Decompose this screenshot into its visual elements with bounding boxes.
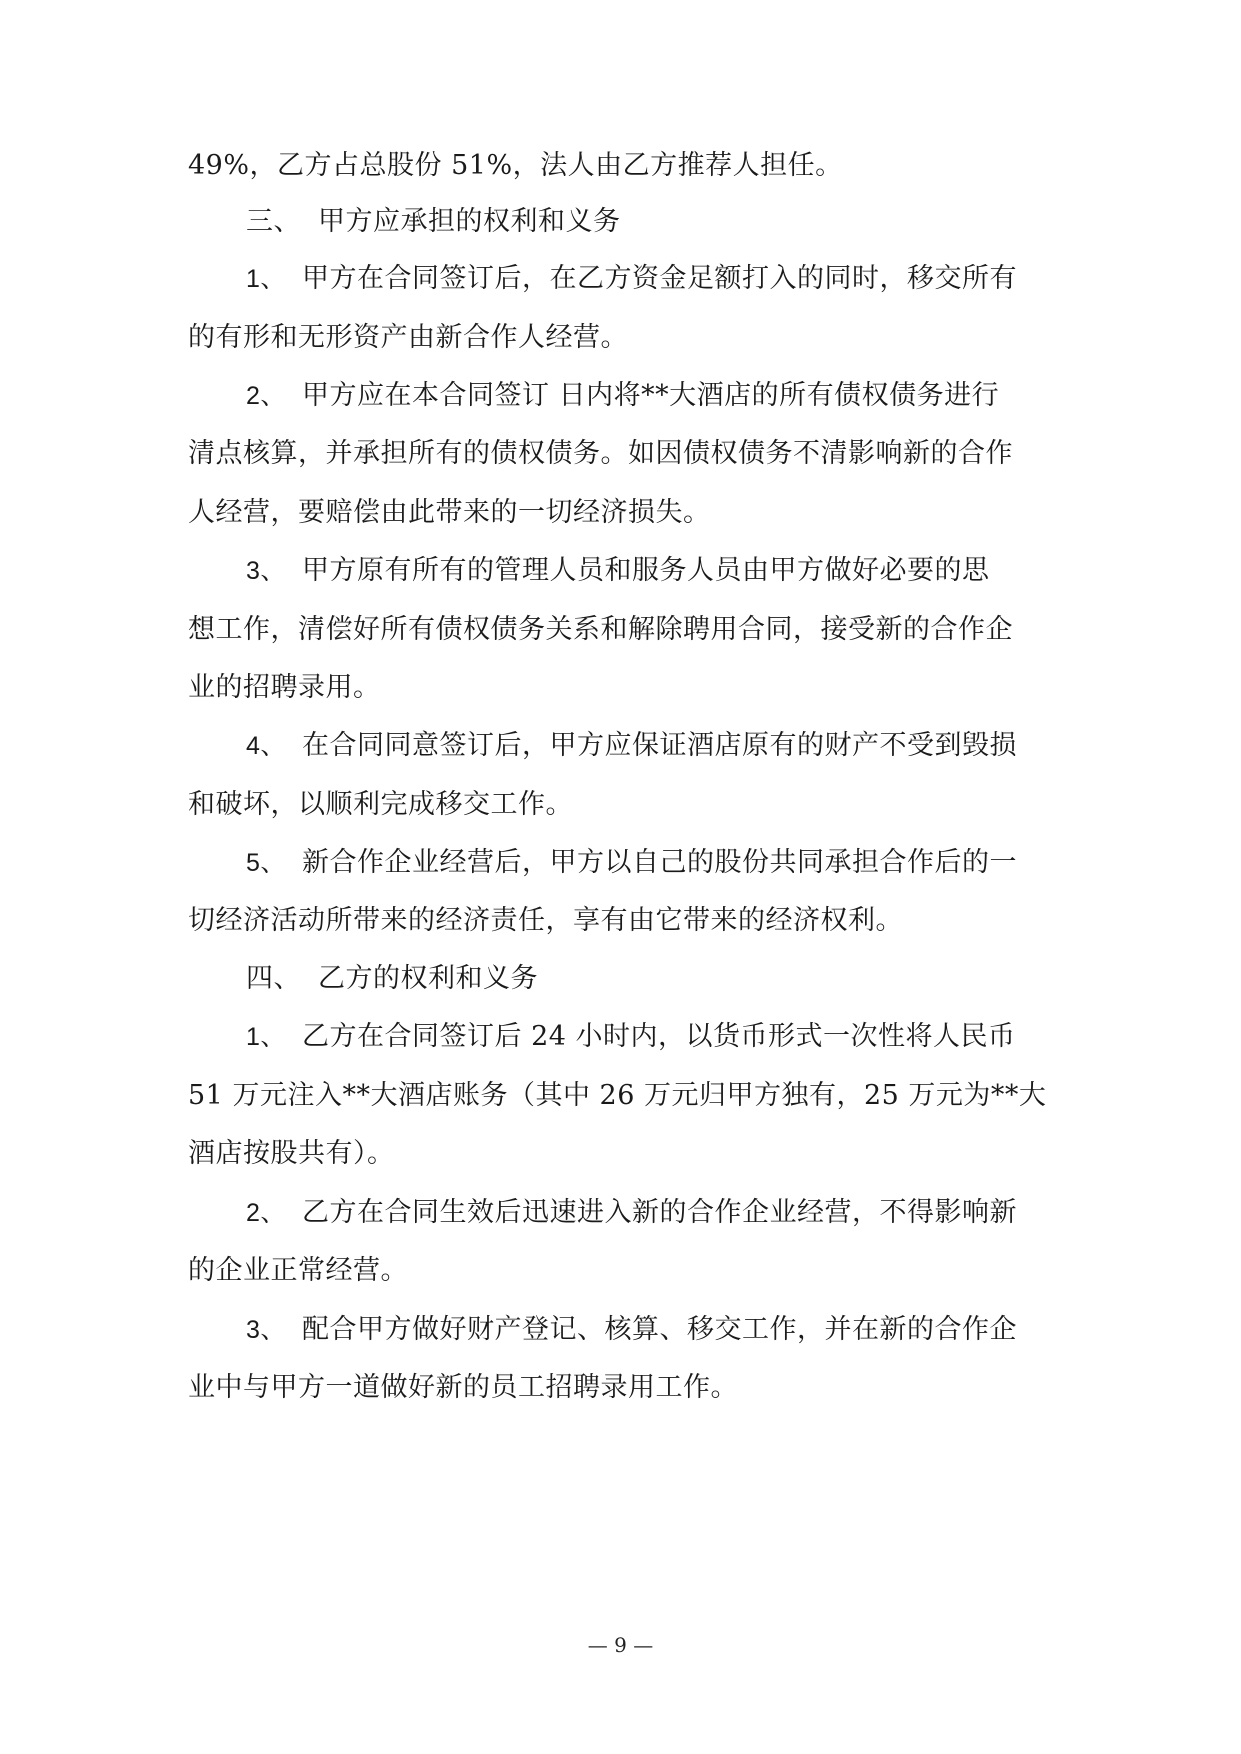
section-title: 甲方应承担的权利和义务 <box>318 206 621 237</box>
section-number: 三、 <box>246 206 301 237</box>
line-text: 切经济活动所带来的经济责任，享有由它带来的经济权利。 <box>188 905 903 936</box>
clause-line <box>246 376 1058 416</box>
clause-line <box>246 726 1058 766</box>
clause-line <box>246 259 1058 299</box>
paragraph-line <box>188 1251 1058 1291</box>
section-heading <box>246 202 1058 242</box>
line-text: 和破坏，以顺利完成移交工作。 <box>188 789 573 820</box>
line-text: 新合作企业经营后，甲方以自己的股份共同承担合作后的一 <box>302 847 1017 878</box>
line-text: 乙方在合同签订后 24 小时内，以货币形式一次性将人民币 <box>302 1021 1016 1052</box>
line-text: 酒店按股共有）。 <box>188 1138 395 1169</box>
paragraph-line <box>188 610 1058 650</box>
paragraph-line <box>188 1076 1058 1116</box>
section-title: 乙方的权利和义务 <box>318 963 538 994</box>
paragraph-line <box>188 785 1058 825</box>
clause-line <box>246 1310 1058 1350</box>
paragraph-line <box>188 1134 1058 1174</box>
line-text: 乙方在合同生效后迅速进入新的合作企业经营，不得影响新 <box>302 1197 1017 1228</box>
clause-line <box>246 843 1058 883</box>
clause-line <box>246 551 1058 591</box>
line-text: 业中与甲方一道做好新的员工招聘录用工作。 <box>188 1372 738 1403</box>
clause-number: 4、 <box>246 732 286 760</box>
clause-number: 3、 <box>246 1316 286 1344</box>
line-text: 的有形和无形资产由新合作人经营。 <box>188 322 628 353</box>
line-text: 甲方在合同签订后，在乙方资金足额打入的同时，移交所有 <box>302 263 1017 294</box>
line-text: 想工作，清偿好所有债权债务关系和解除聘用合同，接受新的合作企 <box>188 614 1013 645</box>
section-heading <box>246 959 1058 999</box>
line-text: 甲方应在本合同签订 日内将**大酒店的所有债权债务进行 <box>302 380 1000 411</box>
clause-line <box>246 1017 1058 1057</box>
paragraph-line <box>188 493 1058 533</box>
clause-number: 1、 <box>246 265 286 293</box>
line-text: 清点核算，并承担所有的债权债务。如因债权债务不清影响新的合作 <box>188 438 1013 469</box>
clause-number: 2、 <box>246 1199 286 1227</box>
section-number: 四、 <box>246 963 301 994</box>
clause-line <box>246 1193 1058 1233</box>
page-number: — 9 — <box>587 1633 654 1657</box>
clause-number: 3、 <box>246 557 286 585</box>
paragraph-line <box>188 146 1058 186</box>
line-text: 业的招聘录用。 <box>188 672 381 703</box>
line-text: 的企业正常经营。 <box>188 1255 408 1286</box>
paragraph-line <box>188 434 1058 474</box>
paragraph-line <box>188 1368 1058 1408</box>
clause-number: 5、 <box>246 849 286 877</box>
clause-number: 2、 <box>246 382 286 410</box>
line-text: 甲方原有所有的管理人员和服务人员由甲方做好必要的思 <box>302 555 990 586</box>
line-text: 51 万元注入**大酒店账务（其中 26 万元归甲方独有，25 万元为**大 <box>188 1080 1047 1111</box>
line-text: 49%，乙方占总股份 51%，法人由乙方推荐人担任。 <box>188 150 843 181</box>
line-text: 人经营，要赔偿由此带来的一切经济损失。 <box>188 497 711 528</box>
line-text: 在合同同意签订后，甲方应保证酒店原有的财产不受到毁损 <box>302 730 1017 761</box>
paragraph-line <box>188 318 1058 358</box>
paragraph-line <box>188 901 1058 941</box>
paragraph-line <box>188 668 1058 708</box>
line-text: 配合甲方做好财产登记、核算、移交工作，并在新的合作企 <box>302 1314 1017 1345</box>
clause-number: 1、 <box>246 1023 286 1051</box>
